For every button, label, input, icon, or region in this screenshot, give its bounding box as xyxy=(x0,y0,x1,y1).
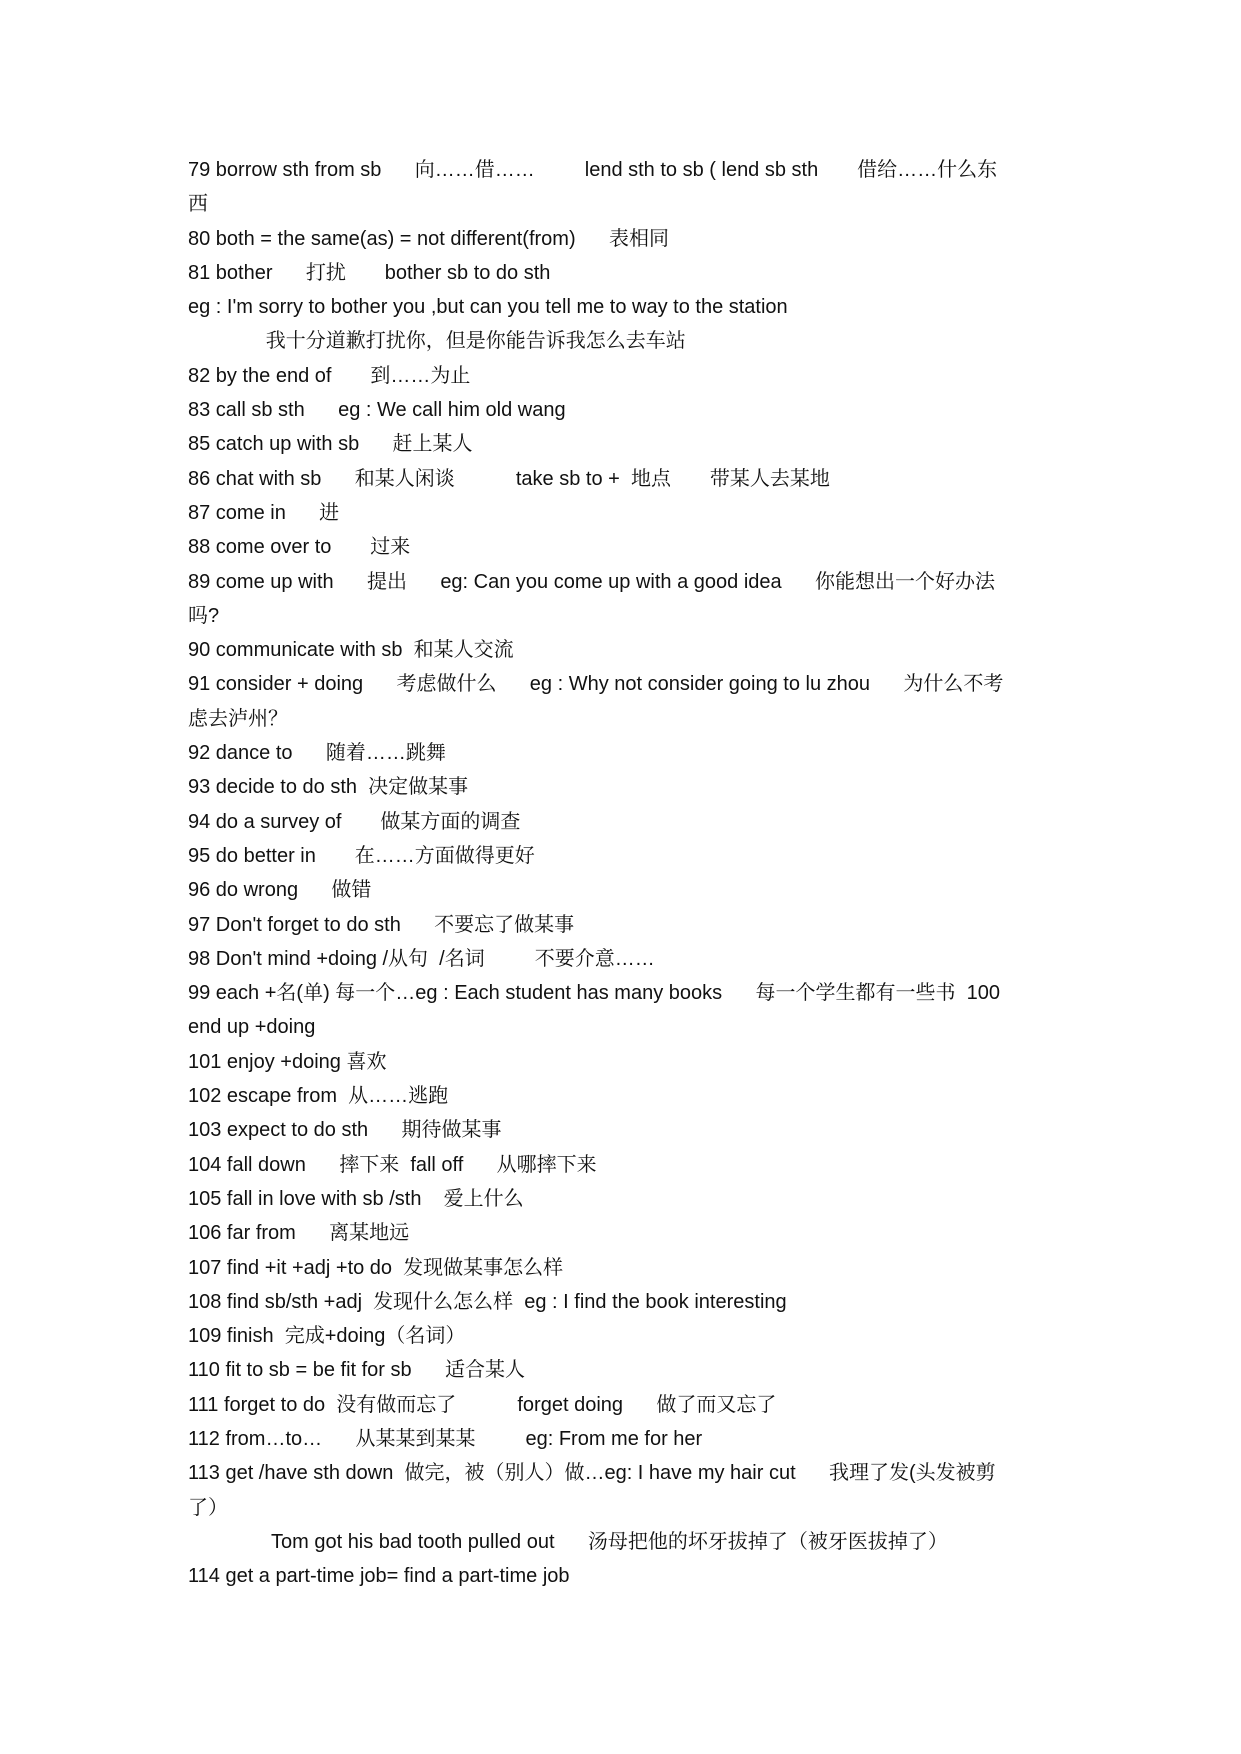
text-line: 85 catch up with sb 赶上某人 xyxy=(188,433,473,456)
text-line: 111 forget to do 没有做而忘了 forget doing 做了而又忘了 xyxy=(188,1393,777,1416)
text-line: 虑去泸州？ xyxy=(188,707,288,730)
text-line: 106 far from 离某地远 xyxy=(188,1222,410,1245)
text-line: 81 bother 打扰 bother sb to do sth xyxy=(188,261,551,284)
text-line: 83 call sb sth eg : We call him old wang xyxy=(188,399,566,422)
text-line: 102 escape from 从……逃跑 xyxy=(188,1085,449,1108)
text-line: 109 finish 完成+doing（名词） xyxy=(188,1325,466,1348)
text-line: 87 come in 进 xyxy=(188,501,340,524)
text-line: 90 communicate with sb 和某人交流 xyxy=(188,639,514,662)
text-line: 113 get /have sth down 做完，被（别人）做…eg: I have my hair cut 我理了发(头发被剪 xyxy=(188,1462,996,1485)
text-line: 103 expect to do sth 期待做某事 xyxy=(188,1119,502,1142)
text-line: 86 chat with sb 和某人闲谈 take sb to + 地点 带某人去某地 xyxy=(188,467,830,490)
text-line: 我十分道歉打扰你，但是你能告诉我怎么去车站 xyxy=(188,330,686,353)
text-line: 92 dance to 随着……跳舞 xyxy=(188,742,446,765)
phrase-list xyxy=(188,153,1088,1593)
text-line: Tom got his bad tooth pulled out 汤母把他的坏牙拔掉了（被牙医拔掉了） xyxy=(188,1530,948,1553)
text-line: 98 Don't mind +doing /从句 /名词 不要介意…… xyxy=(188,947,655,970)
text-line: 吗? xyxy=(188,604,220,627)
text-line: 108 find sb/sth +adj 发现什么怎么样 eg : I find the book interesting xyxy=(188,1290,787,1313)
text-line: end up +doing xyxy=(188,1016,316,1039)
text-line: 107 find +it +adj +to do 发现做某事怎么样 xyxy=(188,1256,564,1279)
text-line: 114 get a part-time job= find a part-time job xyxy=(188,1565,570,1588)
text-line: 95 do better in 在……方面做得更好 xyxy=(188,844,535,867)
text-line: 112 from…to… 从某某到某某 eg: From me for her xyxy=(188,1427,703,1450)
text-line: 110 fit to sb = be fit for sb 适合某人 xyxy=(188,1359,525,1382)
text-line: 104 fall down 摔下来 fall off 从哪摔下来 xyxy=(188,1153,597,1176)
text-line: 82 by the end of 到……为止 xyxy=(188,364,471,387)
text-line: 93 decide to do sth 决定做某事 xyxy=(188,776,469,799)
text-line: 97 Don't forget to do sth 不要忘了做某事 xyxy=(188,913,575,936)
text-line: 105 fall in love with sb /sth 爱上什么 xyxy=(188,1187,524,1210)
text-line: 96 do wrong 做错 xyxy=(188,879,372,902)
text-line: 99 each +名(单) 每一个…eg : Each student has many books 每一个学生都有一些书 100 xyxy=(188,982,1000,1005)
text-line: 西 xyxy=(188,193,208,216)
text-line: 88 come over to 过来 xyxy=(188,536,411,559)
text-line: 94 do a survey of 做某方面的调查 xyxy=(188,810,521,833)
text-line: 91 consider + doing 考虑做什么 eg : Why not consider going to lu zhou 为什么不考 xyxy=(188,673,1004,696)
text-line: 79 borrow sth from sb 向……借…… lend sth to sb ( lend sb sth 借给……什么东 xyxy=(188,159,998,181)
text-line: 101 enjoy +doing 喜欢 xyxy=(188,1050,387,1073)
text-line: 了） xyxy=(188,1496,228,1519)
text-line: eg : I'm sorry to bother you ,but can you tell me to way to the station xyxy=(188,296,788,319)
text-line: 89 come up with 提出 eg: Can you come up with a good idea 你能想出一个好办法 xyxy=(188,570,995,593)
text-line: 80 both = the same(as) = not different(from) 表相同 xyxy=(188,227,669,250)
